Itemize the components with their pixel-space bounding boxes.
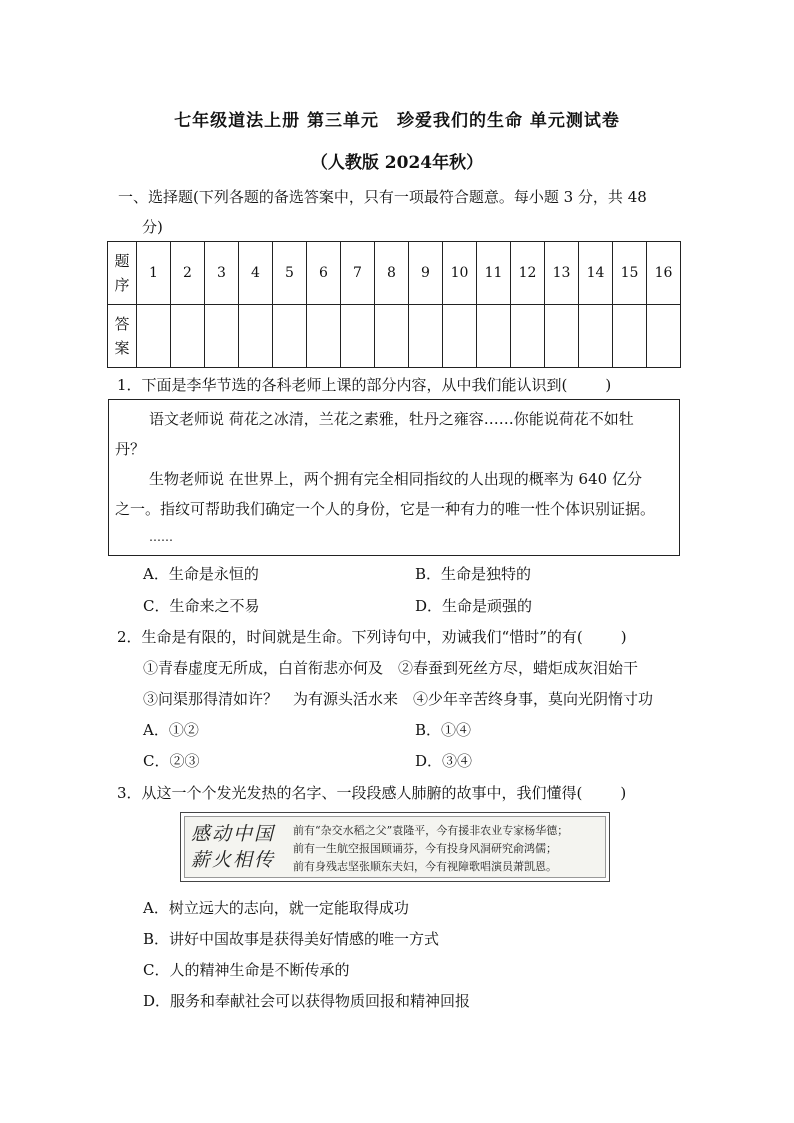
material-line: 语文老师说 荷花之冰清，兰花之素雅，牡丹之雍容……你能说荷花不如牡 bbox=[149, 410, 634, 428]
question-number-cell: 11 bbox=[477, 242, 511, 305]
answer-cell[interactable] bbox=[341, 305, 375, 368]
row-header-number: 题 序 bbox=[108, 242, 137, 305]
answer-cell[interactable] bbox=[205, 305, 239, 368]
question-number-cell: 13 bbox=[545, 242, 579, 305]
question-number-cell: 7 bbox=[341, 242, 375, 305]
question-number-cell: 1 bbox=[137, 242, 171, 305]
exam-title: 七年级道法上册 第三单元 珍爱我们的生命 单元测试卷 bbox=[174, 111, 620, 131]
question-number-cell: 10 bbox=[443, 242, 477, 305]
question-number-row bbox=[108, 242, 681, 305]
q2-option-d[interactable]: D．③④ bbox=[415, 752, 473, 770]
q2-option-c[interactable]: C．②③ bbox=[143, 752, 200, 770]
question-number-cell: 6 bbox=[307, 242, 341, 305]
question-number-cell: 16 bbox=[647, 242, 681, 305]
answer-cell[interactable] bbox=[511, 305, 545, 368]
banner-logo: 感动中国 薪火相传 bbox=[191, 823, 276, 871]
question-number-cell: 8 bbox=[375, 242, 409, 305]
q3-option-d[interactable]: D．服务和奉献社会可以获得物质回报和精神回报 bbox=[143, 992, 471, 1010]
question-1-material-box bbox=[108, 399, 680, 556]
q2-option-b[interactable]: B．①④ bbox=[415, 721, 472, 739]
answer-cell[interactable] bbox=[171, 305, 205, 368]
answer-cell[interactable] bbox=[613, 305, 647, 368]
q3-option-c[interactable]: C．人的精神生命是不断传承的 bbox=[143, 961, 350, 979]
question-1-stem: 1．下面是李华节选的各科老师上课的部分内容，从中我们能认识到( ) bbox=[117, 376, 612, 394]
q3-option-b[interactable]: B．讲好中国故事是获得美好情感的唯一方式 bbox=[143, 930, 440, 948]
question-number-cell: 12 bbox=[511, 242, 545, 305]
answer-table bbox=[107, 241, 681, 368]
row-header-answer: 答 案 bbox=[108, 305, 137, 368]
material-line: 之一。指纹可帮助我们确定一个人的身份，它是一种有力的唯一性个体识别证据。 bbox=[115, 500, 656, 518]
answer-cell[interactable] bbox=[477, 305, 511, 368]
banner-text: 前有“杂交水稻之父”袁隆平，今有援非农业专家杨华德； 前有一生航空报国顾诵芬，今有投身风洞研究俞鸿儒； 前有身残志坚张顺东夫妇，今有视障歌唱演员萧凯恩。 bbox=[293, 824, 569, 873]
section-heading-cont: 分) bbox=[142, 218, 163, 236]
answer-row bbox=[108, 305, 681, 368]
answer-cell[interactable] bbox=[545, 305, 579, 368]
poem-line: ①青春虚度无所成，白首衔悲亦何及 ②春蚕到死丝方尽，蜡炬成灰泪始干 bbox=[143, 659, 639, 677]
question-2-stem: 2．生命是有限的，时间就是生命。下列诗句中，劝诫我们“惜时”的有( ) bbox=[117, 628, 627, 646]
q1-option-d[interactable]: D．生命是顽强的 bbox=[415, 597, 533, 615]
question-number-cell: 3 bbox=[205, 242, 239, 305]
q3-option-a[interactable]: A．树立远大的志向，就一定能取得成功 bbox=[143, 899, 409, 917]
answer-cell[interactable] bbox=[647, 305, 681, 368]
touching-china-banner-image bbox=[180, 812, 610, 882]
q2-option-a[interactable]: A．①② bbox=[143, 721, 199, 739]
section-heading: 一、选择题(下列各题的备选答案中，只有一项最符合题意。每小题 3 分，共 48 bbox=[118, 188, 647, 206]
question-number-cell: 5 bbox=[273, 242, 307, 305]
material-line: 生物老师说 在世界上，两个拥有完全相同指纹的人出现的概率为 640 亿分 bbox=[149, 470, 642, 488]
answer-cell[interactable] bbox=[409, 305, 443, 368]
answer-cell[interactable] bbox=[443, 305, 477, 368]
question-number-cell: 14 bbox=[579, 242, 613, 305]
material-line: 丹？ bbox=[115, 440, 146, 458]
answer-cell[interactable] bbox=[307, 305, 341, 368]
answer-cell[interactable] bbox=[137, 305, 171, 368]
question-number-cell: 15 bbox=[613, 242, 647, 305]
q1-option-b[interactable]: B．生命是独特的 bbox=[415, 565, 532, 583]
question-number-cell: 4 bbox=[239, 242, 273, 305]
answer-cell[interactable] bbox=[239, 305, 273, 368]
q1-option-a[interactable]: A．生命是永恒的 bbox=[143, 565, 259, 583]
poem-line: ③问渠那得清如许？ 为有源头活水来 ④少年辛苦终身事，莫向光阴惰寸功 bbox=[143, 690, 654, 708]
exam-subtitle: （人教版 2024年秋） bbox=[310, 153, 484, 173]
question-number-cell: 2 bbox=[171, 242, 205, 305]
question-number-cell: 9 bbox=[409, 242, 443, 305]
q1-option-c[interactable]: C．生命来之不易 bbox=[143, 597, 260, 615]
answer-cell[interactable] bbox=[273, 305, 307, 368]
material-ellipsis: …… bbox=[149, 530, 173, 544]
answer-cell[interactable] bbox=[579, 305, 613, 368]
question-3-stem: 3．从这一个个发光发热的名字、一段段感人肺腑的故事中，我们懂得( ) bbox=[117, 784, 627, 802]
answer-cell[interactable] bbox=[375, 305, 409, 368]
